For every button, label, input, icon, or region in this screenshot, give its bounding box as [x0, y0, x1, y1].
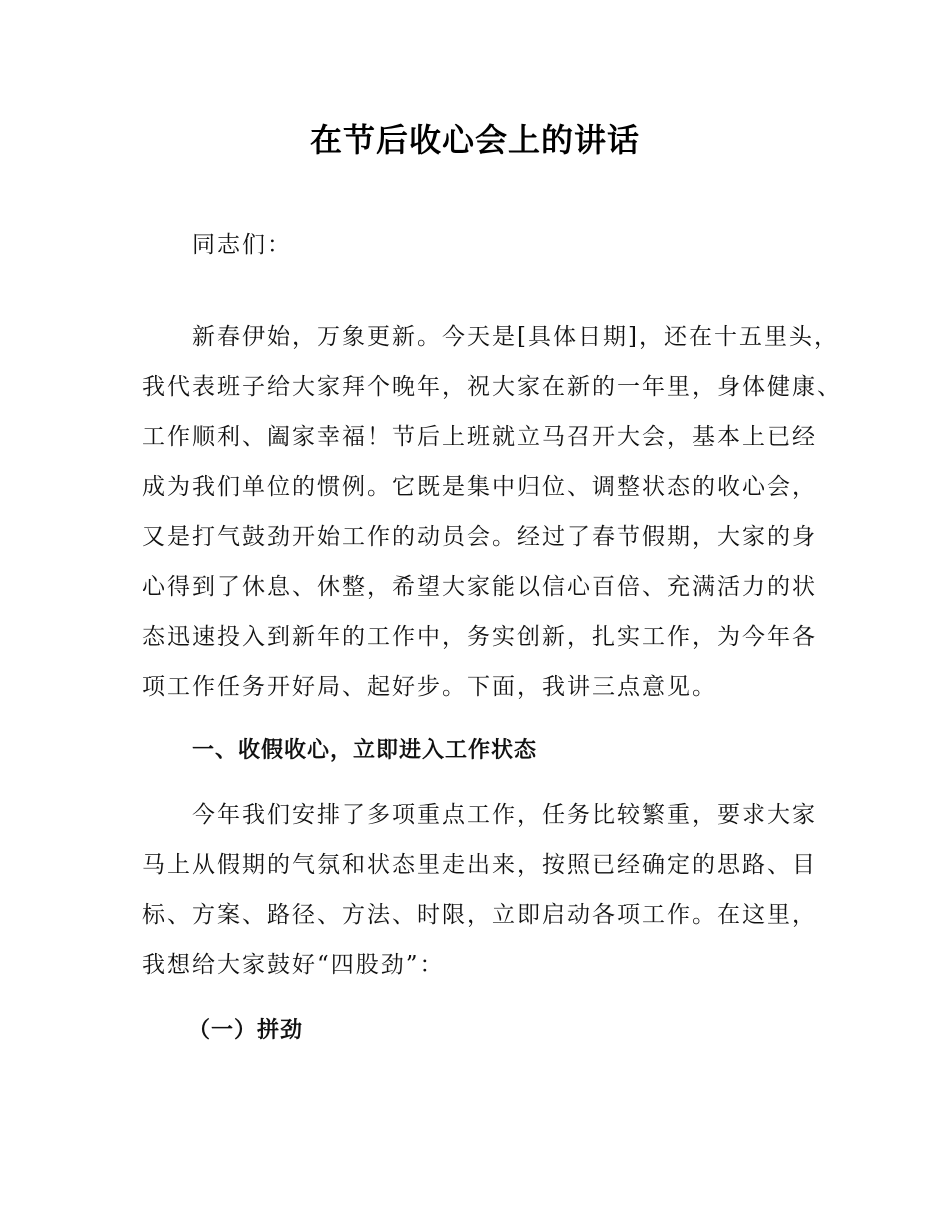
paragraph-line: 心得到了休息、休整，希望大家能以信心百倍、充满活力的状	[142, 574, 817, 600]
paragraph-line: 马上从假期的气氛和状态里走出来，按照已经确定的思路、目	[142, 852, 817, 878]
paragraph-line: 标、方案、路径、方法、时限，立即启动各项工作。在这里，	[142, 902, 817, 928]
paragraph-section-1	[142, 790, 832, 990]
paragraph-line: 成为我们单位的惯例。它既是集中归位、调整状态的收心会，	[142, 474, 817, 500]
paragraph-line: 态迅速投入到新年的工作中，务实创新，扎实工作，为今年各	[142, 624, 817, 650]
paragraph-intro	[142, 312, 842, 712]
paragraph-line: 今年我们安排了多项重点工作，任务比较繁重，要求大家	[192, 802, 817, 828]
paragraph-line: 我想给大家鼓好“四股劲”：	[142, 952, 445, 978]
paragraph-line: 新春伊始，万象更新。今天是[具体日期]，还在十五里头，	[192, 324, 839, 350]
salutation-text: 同志们：	[192, 232, 292, 258]
document-title: 在节后收心会上的讲话	[309, 121, 640, 159]
paragraph-line: 又是打气鼓劲开始工作的动员会。经过了春节假期，大家的身	[142, 524, 817, 550]
salutation	[142, 220, 832, 270]
paragraph-line: 项工作任务开好局、起好步。下面，我讲三点意见。	[142, 674, 717, 700]
paragraph-line: 我代表班子给大家拜个晚年，祝大家在新的一年里，身体健康、	[142, 374, 842, 400]
subheading-1: （一）拼劲	[188, 1018, 304, 1043]
section-heading-1: 一、收假收心，立即进入工作状态	[192, 738, 538, 763]
paragraph-line: 工作顺利、阖家幸福！节后上班就立马召开大会，基本上已经	[142, 424, 817, 450]
